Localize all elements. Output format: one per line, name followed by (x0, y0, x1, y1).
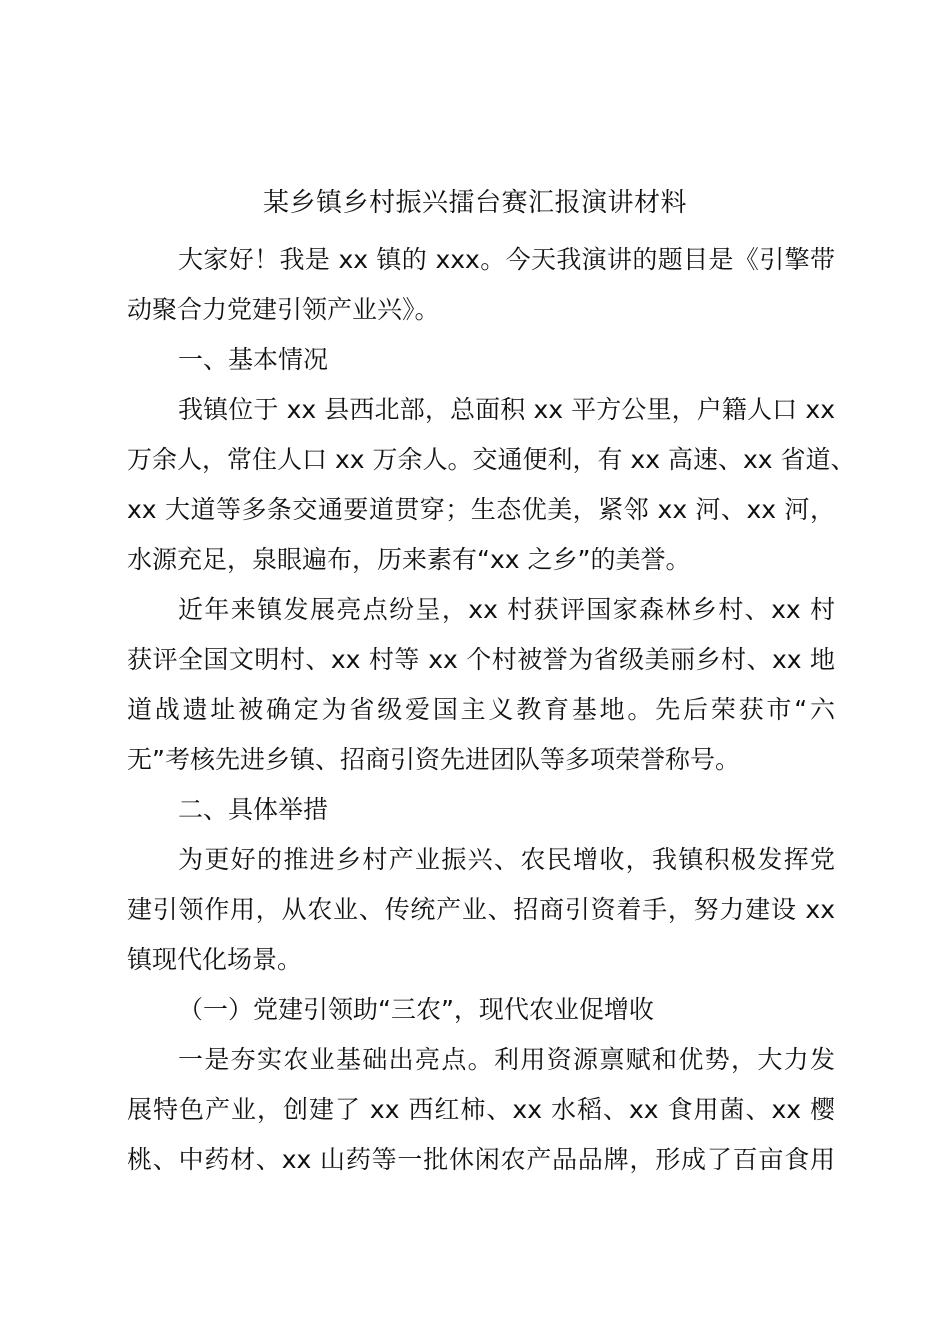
document-body (127, 235, 856, 1185)
paragraph-line: 水源充足，泉眼遍布，历来素有“xx 之乡”的美誉。 (127, 545, 691, 574)
paragraph-line: 获评全国文明村、xx 村等 xx 个村被誉为省级美丽乡村、xx 地 (127, 645, 835, 674)
paragraph-line: 道战遗址被确定为省级爱国主义教育基地。先后荣获市“六 (127, 695, 835, 724)
paragraph-line: 无”考核先进乡镇、招商引资先进团队等多项荣誉称号。 (127, 745, 740, 774)
paragraph-line: 展特色产业，创建了 xx 西红柿、xx 水稻、xx 食用菌、xx 樱 (127, 1095, 835, 1124)
paragraph-line: 近年来镇发展亮点纷呈，xx 村获评国家森林乡村、xx 村 (178, 595, 835, 624)
paragraph-line: 二、具体举措 (178, 795, 329, 824)
paragraph-line: 一、基本情况 (178, 345, 329, 374)
paragraph-line: 动聚合力党建引领产业兴》。 (127, 295, 440, 324)
paragraph-line: 桃、中药材、xx 山药等一批休闲农产品品牌，形成了百亩食用 (127, 1145, 835, 1174)
paragraph-line: 大家好！我是 xx 镇的 xxx。今天我演讲的题目是《引擎带 (178, 245, 835, 274)
paragraph-line: xx 大道等多条交通要道贯穿；生态优美，紧邻 xx 河、xx 河， (127, 495, 835, 524)
paragraph-line: 建引领作用，从农业、传统产业、招商引资着手，努力建设 xx (127, 895, 835, 924)
paragraph-line: （一）党建引领助“三农”，现代农业促增收 (178, 995, 654, 1024)
paragraph-line: 我镇位于 xx 县西北部，总面积 xx 平方公里，户籍人口 xx (178, 395, 835, 424)
paragraph-line: 为更好的推进乡村产业振兴、农民增收，我镇积极发挥党 (178, 845, 835, 874)
paragraph-line: 万余人，常住人口 xx 万余人。交通便利，有 xx 高速、xx 省道、 (127, 445, 856, 474)
paragraph-line: 一是夯实农业基础出亮点。利用资源禀赋和优势，大力发 (178, 1045, 835, 1074)
paragraph-line: 镇现代化场景。 (127, 945, 303, 974)
document-title: 某乡镇乡村振兴擂台赛汇报演讲材料 (262, 188, 687, 218)
